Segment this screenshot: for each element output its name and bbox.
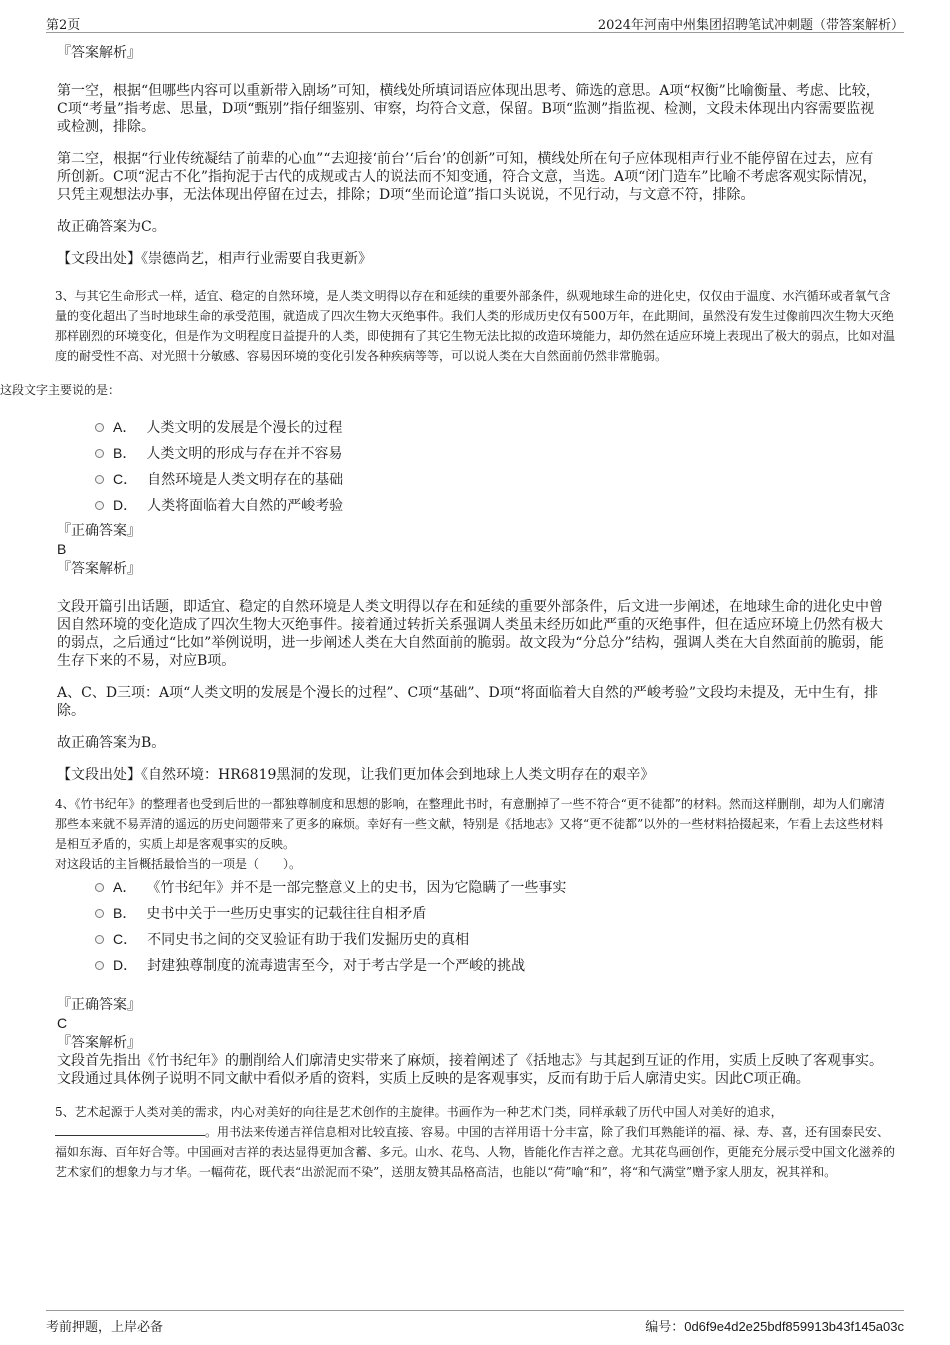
source-citation: 【文段出处】《崇德尚艺，相声行业需要自我更新》 (57, 251, 372, 267)
radio-icon[interactable] (95, 883, 104, 892)
page-header (46, 10, 904, 33)
footer-slogan: 考前押题，上岸必备 (46, 1320, 164, 1335)
q4-stem: 4、《竹书纪年》的整理者也受到后世的一都独尊制度和思想的影响，在整理此书时，有意删掉了一些不符合“更不徒都”的材料。然而这样删削，却为人们廓清那些本来就不易弄清的遥远的历史问题带来了更多的麻烦。幸好有一些文献，特别是《括地志》又将“更不徒都”以外的一些材料拾掇起来，乍看上去这些材料是相互矛盾的，实质上却是客观事实的反映。 (55, 797, 885, 851)
analysis-paragraph: 第二空，根据“行业传统凝结了前辈的心血”“去迎接‘前台’‘后台’的创新”可知，横线处所在句子应体现相声行业不能停留在过去，应有所创新。C项“泥古不化”指拘泥于古代的成规或古人的说法而不知变通，符合文意，当选。A项“闭门造车”比喻不考虑客观实际情况，只凭主观想法办事，无法体现出停留在过去，排除；D项“坐而论道”指口头说说，不见行动，与文意不符，排除。 (57, 151, 877, 203)
q5-stem-start: 5、艺术起源于人类对美的需求，内心对美好的向往是艺术创作的主旋律。书画作为一种艺术门类，同样承载了历代中国人对美好的追求， (55, 1105, 783, 1119)
analysis-paragraph: 故正确答案为B。 (57, 735, 166, 751)
fill-blank[interactable] (55, 1123, 205, 1136)
radio-icon[interactable] (95, 961, 104, 970)
q4-answer-block (57, 996, 887, 1088)
option-c[interactable]: C． 自然环境是人类文明存在的基础 (95, 466, 950, 492)
analysis-paragraph: 故正确答案为C。 (57, 219, 166, 235)
document-id: 编号：0d6f9e4d2e25bdf859913b43f145a03c (645, 1319, 904, 1334)
page-number: 第2页 (46, 18, 81, 33)
analysis-label: 『答案解析』 (57, 561, 141, 577)
radio-icon[interactable] (95, 449, 104, 458)
document-title: 2024年河南中州集团招聘笔试冲刺题（带答案解析） (597, 18, 904, 33)
option-b[interactable]: B． 人类文明的形成与存在并不容易 (95, 440, 950, 466)
q5-stem (55, 1102, 895, 1182)
q3-options (95, 414, 950, 518)
radio-icon[interactable] (95, 423, 104, 432)
radio-icon[interactable] (95, 475, 104, 484)
answer-value: B (57, 541, 67, 557)
analysis-paragraph: A、C、D三项：A项“人类文明的发展是个漫长的过程”、C项“基础”、D项“将面临着大自然的严峻考验”文段均未提及，无中生有，排除。 (57, 685, 879, 719)
q3-prompt: 这段文字主要说的是： (0, 383, 121, 397)
radio-icon[interactable] (95, 935, 104, 944)
document-body (0, 44, 950, 1182)
option-c[interactable]: C． 不同史书之间的交叉验证有助于我们发掘历史的真相 (95, 926, 950, 952)
analysis-paragraph: 文段首先指出《竹书纪年》的删削给人们廓清史实带来了麻烦，接着阐述了《括地志》与其起到互证的作用，实质上反映了客观事实。文段通过具体例子说明不同文献中看似矛盾的资料，实质上反映的是客观事实，反而有助于后人廓清史实。因此C项正确。 (57, 1053, 883, 1087)
analysis-paragraph: 第一空，根据“但哪些内容可以重新带入剧场”可知，横线处所填词语应体现出思考、筛选的意思。A项“权衡”比喻衡量、考虑、比较，C项“考量”指考虑、思量，D项“甄别”指仔细鉴别、审察，均符合文意，保留。B项“监测”指监视、检测，文段未体现出内容需要监视或检测，排除。 (57, 83, 880, 135)
radio-icon[interactable] (95, 501, 104, 510)
page-footer (46, 1310, 904, 1335)
option-b[interactable]: B． 史书中关于一些历史事实的记载往往自相矛盾 (95, 900, 950, 926)
answer-label: 『正确答案』 (57, 523, 141, 539)
q4-options (95, 874, 950, 978)
q2-analysis (57, 44, 887, 268)
analysis-label: 『答案解析』 (57, 1035, 141, 1051)
analysis-label: 『答案解析』 (57, 45, 141, 61)
q5-stem-rest: 。用书法来传递吉祥信息相对比较直接、容易。中国的吉祥用语十分丰富，除了我们耳熟能详的福、禄、寿、喜，还有国泰民安、福如东海、百年好合等。中国画对吉祥的表达显得更加含蓄、多元。山水、花鸟、人物，皆能化作吉祥之意。尤其花鸟画创作，更能充分展示受中国文化滋养的艺术家们的想象力与才华。一幅荷花，既代表“出淤泥而不染”，送朋友赞其品格高洁，也能以“荷”喻“和”，将“和气满堂”赠予家人朋友，祝其祥和。 (55, 1125, 896, 1179)
q3-stem: 3、与其它生命形式一样，适宜、稳定的自然环境，是人类文明得以存在和延续的重要外部条件，纵观地球生命的进化史，仅仅由于温度、水汽循环或者氧气含量的变化超出了当时地球生命的承受范围，就造成了四次生物大灭绝事件。我们人类的形成历史仅有500万年，在此期间，虽然没有发生过像前四次生物大灭绝那样剧烈的环境变化，但是作为文明程度日益提升的人类，即使拥有了其它生物无法比拟的改造环境能力，却仍然在适应环境上表现出了极大的弱点，比如对温度的耐受性不高、对光照十分敏感、容易因环境的变化引发各种疾病等等，可以说人类在大自然面前仍然非常脆弱。 (55, 289, 896, 363)
option-a[interactable]: A． 人类文明的发展是个漫长的过程 (95, 414, 950, 440)
option-d[interactable]: D． 人类将面临着大自然的严峻考验 (95, 492, 950, 518)
radio-icon[interactable] (95, 909, 104, 918)
option-a[interactable]: A． 《竹书纪年》并不是一部完整意义上的史书，因为它隐瞒了一些事实 (95, 874, 950, 900)
q3-answer-block (57, 522, 887, 784)
source-citation: 【文段出处】《自然环境：HR6819黑洞的发现，让我们更加体会到地球上人类文明存在的艰辛》 (57, 767, 655, 783)
q4-prompt: 对这段话的主旨概括最恰当的一项是（ ）。 (55, 857, 302, 871)
answer-value: C (57, 1015, 68, 1031)
option-d[interactable]: D． 封建独尊制度的流毒遗害至今，对于考古学是一个严峻的挑战 (95, 952, 950, 978)
analysis-paragraph: 文段开篇引出话题，即适宜、稳定的自然环境是人类文明得以存在和延续的重要外部条件，后文进一步阐述，在地球生命的进化史中曾因自然环境的变化造成了四次生物大灭绝事件。接着通过转折关系强调人类虽未经历如此严重的灭绝事件，但在适应环境上仍然有极大的弱点，之后通过“比如”举例说明，进一步阐述人类在大自然面前的脆弱。故文段为“分总分”结构，强调人类在大自然面前的脆弱，能生存下来的不易，对应B项。 (57, 599, 884, 669)
answer-label: 『正确答案』 (57, 997, 141, 1013)
